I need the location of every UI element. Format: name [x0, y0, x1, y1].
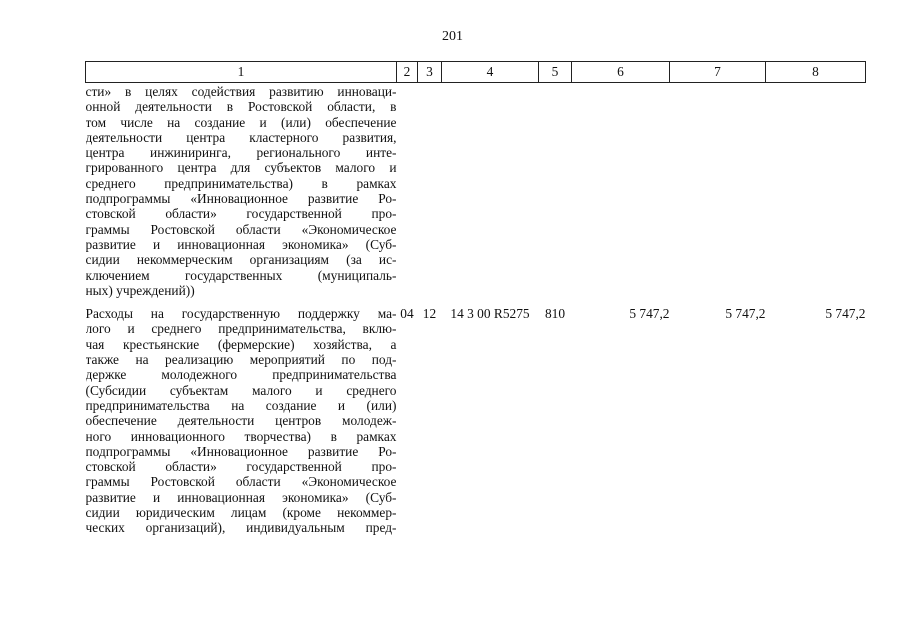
description-line: ного инновационного творчества) в рамках [85, 428, 397, 444]
description-line: грированного центра для субъектов малого и [85, 160, 397, 176]
cell-amount-1: 5 747,2 [629, 306, 670, 322]
header-col-5: 5 [539, 62, 572, 83]
description-line: сти» в целях содействия развитию инноваци- [85, 84, 397, 99]
description-line: Расходы на государственную поддержку ма- [85, 306, 397, 322]
header-col-3: 3 [418, 62, 442, 83]
description-line: ных) учреждений)) [85, 282, 195, 298]
budget-table [85, 61, 866, 536]
cell-amount-2 [670, 83, 766, 305]
description-line: лого и среднего предпринимательства, вклю- [85, 321, 397, 337]
header-col-8: 8 [766, 62, 866, 83]
page-number: 201 [442, 29, 463, 44]
header-col-1: 1 [86, 62, 397, 83]
description-line: (Субсидии субъектам малого и среднего [85, 382, 397, 398]
description-line: подпрограммы «Инновационное развитие Ро- [85, 191, 397, 207]
row-description [86, 83, 397, 305]
cell-subsection [418, 83, 442, 305]
cell-subsection: 12 [422, 306, 437, 322]
description-line: также на реализацию мероприятий по под- [85, 352, 397, 368]
table-row [86, 304, 866, 535]
description-line: ческих организаций), индивидуальным пред- [85, 520, 397, 536]
description-line: ключением государственных (муниципаль- [85, 267, 397, 283]
cell-expense-type: 810 [544, 306, 566, 322]
description-line: развитие и инновационная экономика» (Суб- [85, 236, 397, 252]
cell-amount-3: 5 747,2 [825, 306, 866, 322]
description-line: граммы Ростовской области «Экономическое [85, 221, 397, 237]
description-line: подпрограммы «Инновационное развитие Ро- [85, 443, 397, 459]
table-row [86, 83, 866, 305]
description-line: стовской области» государственной про- [85, 459, 397, 475]
row-description [86, 304, 397, 535]
description-line: среднего предпринимательства) в рамках [85, 175, 397, 191]
cell-target-article: 14 3 00 R5275 [450, 306, 530, 322]
header-col-4: 4 [442, 62, 539, 83]
description-line: стовской области» государственной про- [85, 206, 397, 222]
description-line: держке молодежного предпринимательства [85, 367, 397, 383]
description-line: том числе на создание и (или) обеспечение [85, 114, 397, 130]
cell-expense-type [539, 83, 572, 305]
cell-amount-3 [766, 83, 866, 305]
description-line: сидии некоммерческим организациям (за ис- [85, 252, 397, 268]
description-line: граммы Ростовской области «Экономическое [85, 474, 397, 490]
description-line: предпринимательства на создание и (или) [85, 397, 397, 413]
description-line: обеспечение деятельности центров молодеж- [85, 413, 397, 429]
table-header-row [86, 62, 866, 83]
description-line: сидии юридическим лицам (кроме некоммер- [85, 505, 397, 521]
cell-section [397, 83, 418, 305]
cell-section: 04 [400, 306, 414, 322]
cell-amount-1 [572, 83, 670, 305]
header-col-2: 2 [397, 62, 418, 83]
header-col-7: 7 [670, 62, 766, 83]
description-line: центра инжиниринга, регионального инте- [85, 145, 397, 161]
description-line: деятельности центра кластерного развития, [85, 129, 397, 145]
cell-amount-2: 5 747,2 [725, 306, 766, 322]
header-col-6: 6 [572, 62, 670, 83]
cell-target-article [442, 83, 539, 305]
description-line: онной деятельности в Ростовской области, в [85, 99, 397, 115]
description-line: развитие и инновационная экономика» (Суб- [85, 489, 397, 505]
description-line: чая крестьянские (фермерские) хозяйства, а [85, 336, 397, 352]
